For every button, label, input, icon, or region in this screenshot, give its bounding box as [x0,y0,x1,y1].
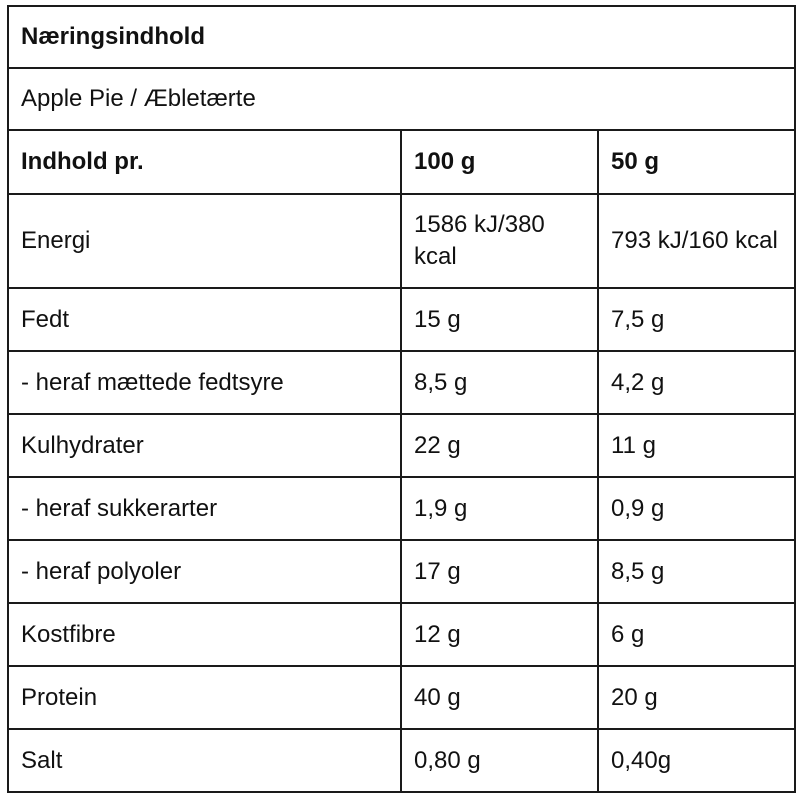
value-50g: 20 g [598,666,795,729]
column-header-100g: 100 g [401,130,598,194]
value-100g: 8,5 g [401,351,598,414]
nutrient-label: Fedt [8,288,401,351]
table-row [8,288,795,351]
product-name: Apple Pie / Æbletærte [8,68,795,130]
column-header-50g: 50 g [598,130,795,194]
value-50g: 0,9 g [598,477,795,540]
table-title-row [8,6,795,68]
nutrient-label: Energi [8,194,401,288]
nutrient-label: Kulhydrater [8,414,401,477]
table-row [8,414,795,477]
value-50g: 7,5 g [598,288,795,351]
product-name-row [8,68,795,130]
nutrient-label: Salt [8,729,401,792]
column-header-label: Indhold pr. [8,130,401,194]
value-100g: 15 g [401,288,598,351]
table-row [8,194,795,288]
nutrient-label: Protein [8,666,401,729]
value-50g: 4,2 g [598,351,795,414]
column-header-row [8,130,795,194]
value-50g: 793 kJ/160 kcal [598,194,795,288]
value-100g: 40 g [401,666,598,729]
value-100g: 1,9 g [401,477,598,540]
table-row [8,351,795,414]
value-50g: 8,5 g [598,540,795,603]
nutrient-label: - heraf sukkerarter [8,477,401,540]
table-row [8,540,795,603]
value-100g: 22 g [401,414,598,477]
value-100g: 1586 kJ/380 kcal [401,194,598,288]
value-50g: 11 g [598,414,795,477]
nutrition-table [7,5,796,793]
value-100g: 0,80 g [401,729,598,792]
nutrient-label: Kostfibre [8,603,401,666]
nutrition-table-container [7,5,794,793]
table-row [8,729,795,792]
table-row [8,603,795,666]
nutrient-label: - heraf mættede fedtsyre [8,351,401,414]
value-100g: 17 g [401,540,598,603]
table-row [8,666,795,729]
nutrient-label: - heraf polyoler [8,540,401,603]
value-50g: 0,40g [598,729,795,792]
table-title: Næringsindhold [8,6,795,68]
value-100g: 12 g [401,603,598,666]
table-row [8,477,795,540]
value-50g: 6 g [598,603,795,666]
